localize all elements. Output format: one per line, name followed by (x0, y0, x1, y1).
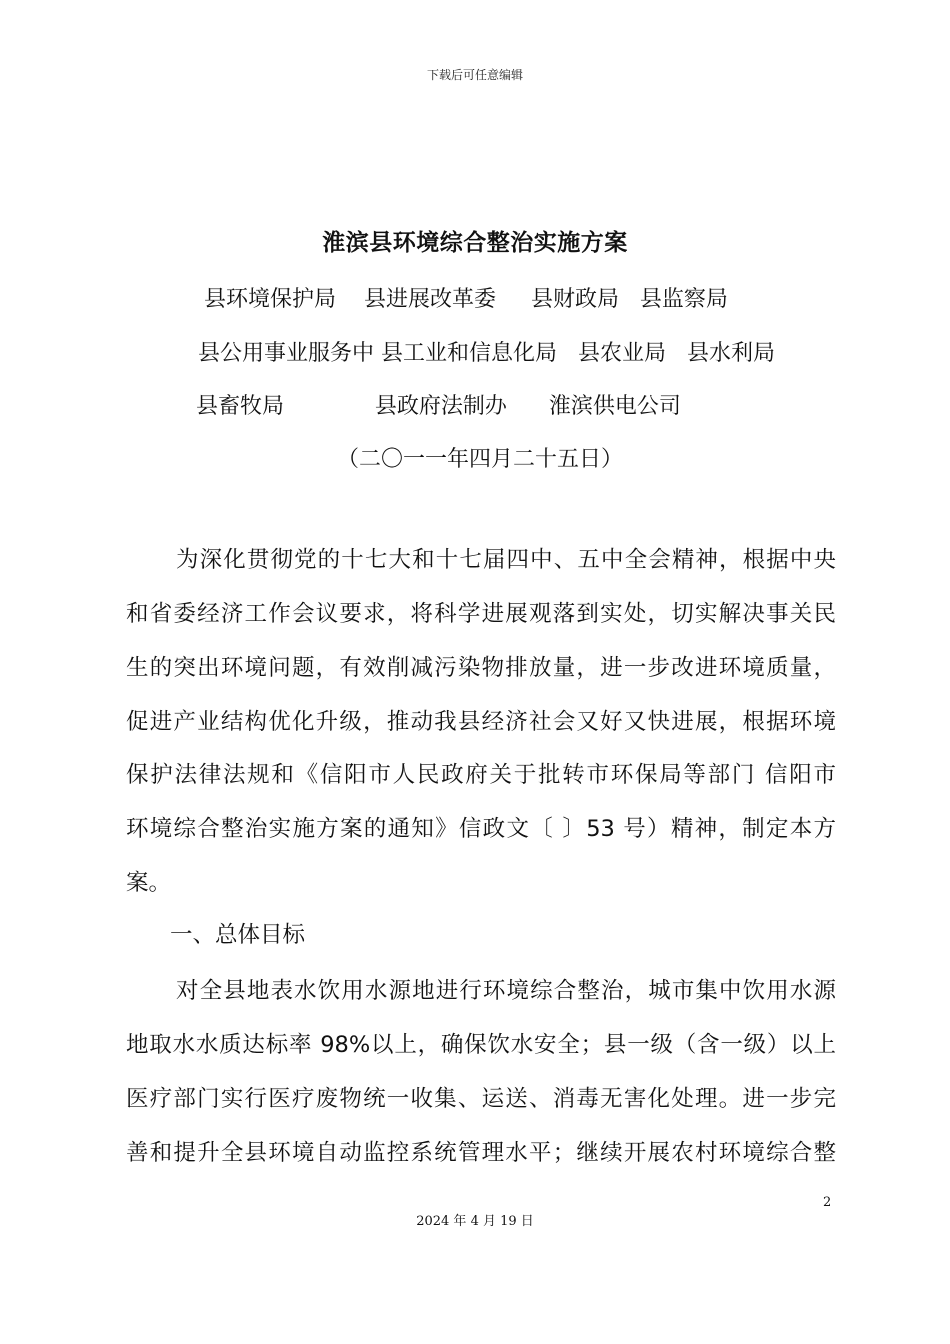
intro-line-2: 和省委经济工作会议要求，将科学进展观落到实处，切实解决事关民 (126, 601, 836, 627)
department-line-1: 县环境保护局 县进展改革委 县财政局 县监察局 (204, 287, 728, 312)
intro-line-5: 保护法律法规和《信阳市人民政府关于批转市环保局等部门 信阳市 (126, 762, 836, 788)
goal-line-4: 善和提升全县环境自动监控系统管理水平；继续开展农村环境综合整 (126, 1140, 836, 1166)
header-note: 下载后可任意编辑 (426, 68, 523, 82)
intro-line-3: 生的突出环境问题，有效削减污染物排放量，进一步改进环境质量， (126, 655, 836, 681)
department-line-2: 县公用事业服务中 县工业和信息化局 县农业局 县水利局 (198, 341, 775, 366)
department-line-3: 县畜牧局 县政府法制办 淮滨供电公司 (196, 394, 681, 419)
footer-date: 2024 年 4 月 19 日 (416, 1214, 534, 1229)
document-title: 淮滨县环境综合整治实施方案 (322, 230, 628, 256)
intro-line-6: 环境综合整治实施方案的通知》信政文〔 〕53 号）精神，制定本方 (126, 816, 836, 842)
goal-line-2: 地取水水质达标率 98%以上，确保饮水安全；县一级（含一级）以上 (126, 1032, 836, 1058)
page-number: 2 (823, 1195, 832, 1210)
intro-line-4: 促进产业结构优化升级，推动我县经济社会又好又快进展，根据环境 (126, 709, 836, 735)
section-heading-overall-goal: 一、总体目标 (170, 922, 306, 948)
goal-line-3: 医疗部门实行医疗废物统一收集、运送、消毒无害化处理。进一步完 (126, 1086, 836, 1112)
issue-date: （二〇一一年四月二十五日） (336, 447, 623, 472)
intro-line-7: 案。 (126, 870, 172, 896)
goal-line-1: 对全县地表水饮用水源地进行环境综合整治，城市集中饮用水源 (176, 978, 836, 1004)
intro-line-1: 为深化贯彻党的十七大和十七届四中、五中全会精神，根据中央 (176, 547, 836, 573)
